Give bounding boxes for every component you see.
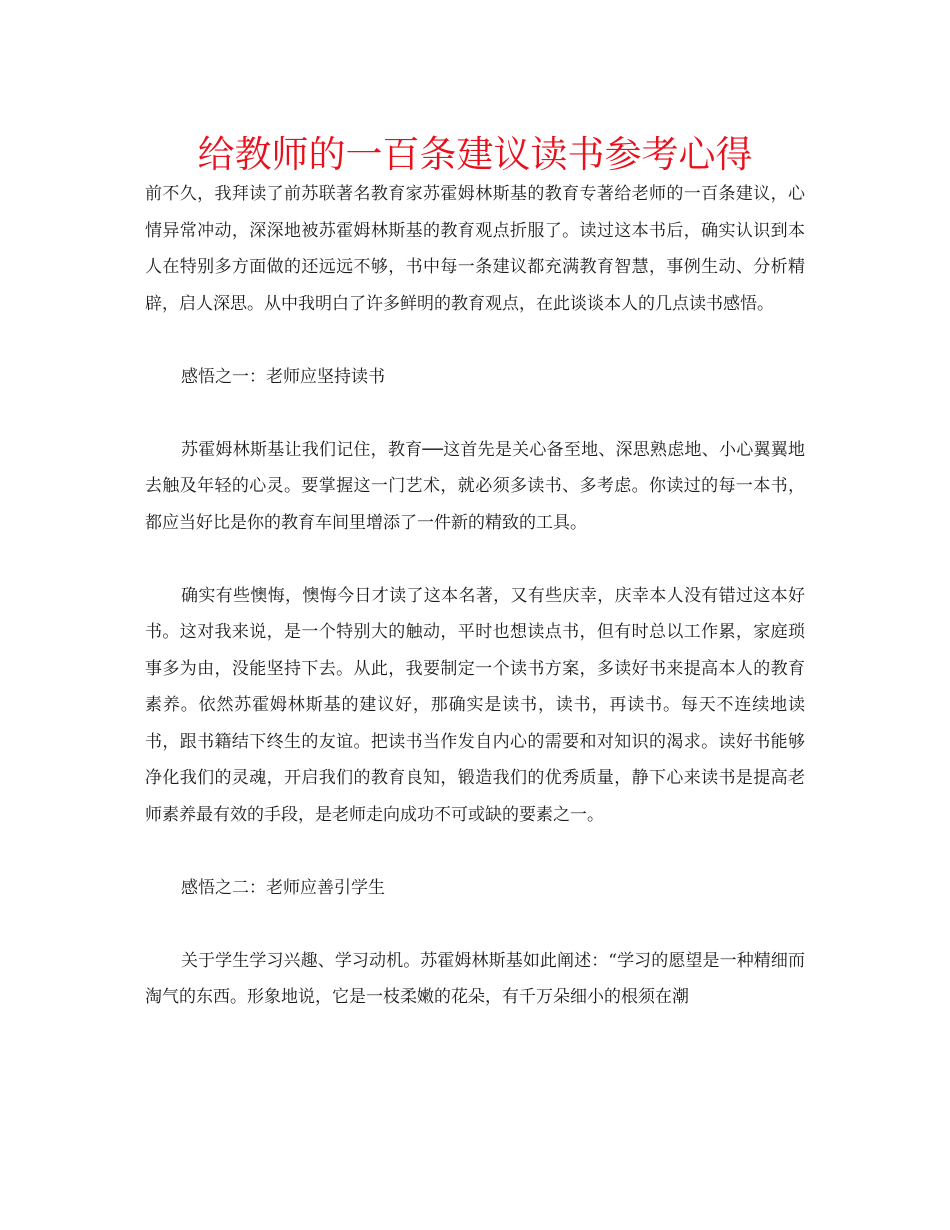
paragraph-quote-education: 苏霍姆林斯基让我们记住，教育──这首先是关心备至地、深思熟虑地、小心翼翼地去触及年轻的心灵。要掌握这一门艺术，就必须多读书、多考虑。你读过的每一本书，都应当好比是你的教育车间里增添了一件新的精致的工具。: [145, 439, 805, 533]
document-title: 给教师的一百条建议读书参考心得: [197, 133, 753, 176]
paragraph-spacer: [145, 541, 805, 578]
section-heading-2: 感悟之二：老师应善引学生: [181, 877, 385, 898]
paragraph-spacer: [145, 322, 805, 359]
paragraph-spacer: [145, 833, 805, 870]
section-heading-1: 感悟之一：老师应坚持读书: [181, 366, 385, 387]
paragraph-reading-plan: 确实有些懊悔，懊悔今日才读了这本名著，又有些庆幸，庆幸本人没有错过这本好书。这对我来说，是一个特别大的触动，平时也想读点书，但有时总以工作累，家庭琐事多为由，没能坚持下去。从此，我要制定一个读书方案，多读好书来提高本人的教育素养。依然苏霍姆林斯基的建议好，那确实是读书，读书，再读书。每天不连续地读书，跟书籍结下终生的友谊。把读书当作发自内心的需要和对知识的渴求。读好书能够净化我们的灵魂，开启我们的教育良知，锻造我们的优秀质量，静下心来读书是提高老师素养最有效的手段，是老师走向成功不可或缺的要素之一。: [145, 585, 805, 825]
paragraph-spacer: [145, 906, 805, 943]
document-body: [145, 176, 805, 1016]
paragraph-learning-interest: 关于学生学习兴趣、学习动机。苏霍姆林斯基如此阐述：“学习的愿望是一种精细而淘气的东西。形象地说，它是一枝柔嫩的花朵，有千万朵细小的根须在潮: [145, 950, 805, 1007]
paragraph-intro: 前不久，我拜读了前苏联著名教育家苏霍姆林斯基的教育专著给老师的一百条建议，心情异常冲动，深深地被苏霍姆林斯基的教育观点折服了。读过这本书后，确实认识到本人在特别多方面做的还远远不够，书中每一条建议都充满教育智慧，事例生动、分析精辟，启人深思。从中我明白了许多鲜明的教育观点，在此谈谈本人的几点读书感悟。: [145, 184, 805, 314]
paragraph-spacer: [145, 395, 805, 432]
